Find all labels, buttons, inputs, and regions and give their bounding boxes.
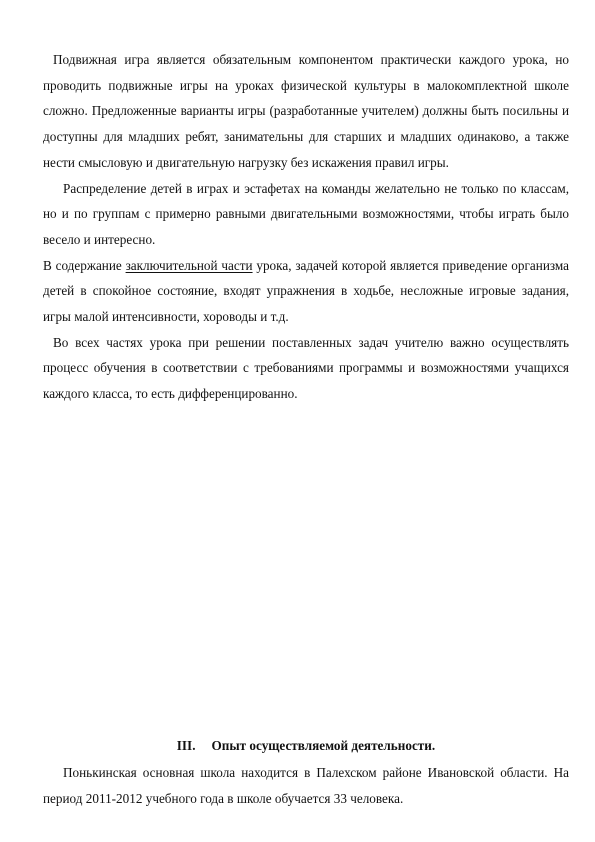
section-heading <box>43 733 569 758</box>
paragraph-differentiation: Во всех частях урока при решении поставленных задач учителю важно осуществлять процесс обучения в соответствии с требованиями программы и возможностями учащихся каждого класса, то есть дифференцированно. <box>43 334 569 402</box>
final-part-text-before: В содержание <box>43 257 126 273</box>
paragraph-final-part <box>43 253 569 330</box>
main-text <box>43 47 569 407</box>
section-number: III. <box>176 738 196 753</box>
paragraph-outdoor-games: Подвижная игра является обязательным компонентом практически каждого урока, но проводить подвижные игры на уроках физической культуры в малокомплектной школе сложно. Предложенные варианты игры (разработанные учителем) должны быть посильны и доступны для младших ребят, занимательны для старших и младших одинаково, а также нести смысловую и двигательную нагрузку без искажения правил игры. <box>43 52 569 170</box>
paragraph-school: Понькинская основная школа находится в Палехском районе Ивановской области. На период 2011-2012 учебного года в школе обучается 33 человека. <box>43 765 569 806</box>
paragraph-team-distribution: Распределение детей в играх и эстафетах на команды желательно не только по классам, но и по группам с примерно равными двигательными возможностями, чтобы играть было весело и интересно. <box>43 180 569 247</box>
section-title: Опыт осуществляемой деятельности. <box>211 738 436 753</box>
final-part-text-after: урока, задачей которой является приведение организма детей в спокойное состояние, входят упражнения в ходьбе, несложные игровые задания, игры малой интенсивности, хороводы и т.д. <box>43 257 570 325</box>
final-part-underlined: заключительной части <box>125 257 253 273</box>
school-info <box>43 760 569 811</box>
